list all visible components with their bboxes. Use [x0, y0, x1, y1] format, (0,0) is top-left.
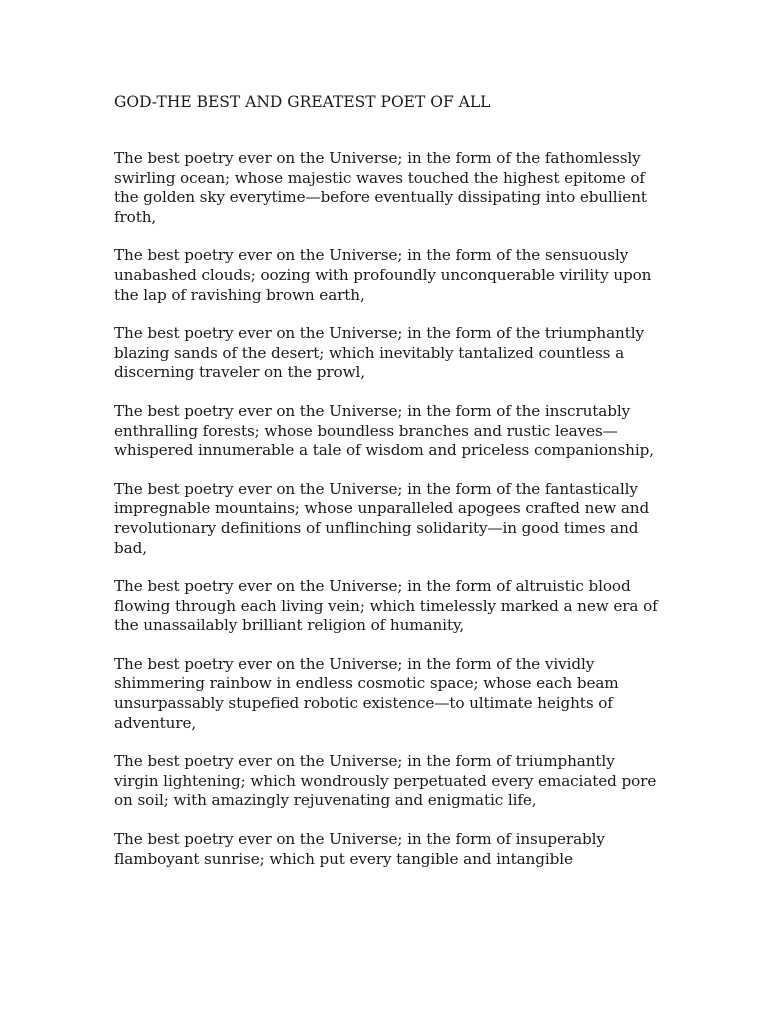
document-body	[114, 92, 659, 888]
stanza: The best poetry ever on the Universe; in the form of the triumphantly blazing sands of the desert; which inevitably tantalized countless a discerning traveler on the prowl,	[114, 324, 644, 382]
stanza: The best poetry ever on the Universe; in the form of altruistic blood flowing through each living vein; which timelessly marked a new era of the unassailably brilliant religion of humanity,	[114, 577, 658, 635]
stanza: The best poetry ever on the Universe; in the form of insuperably flamboyant sunrise; which put every tangible and intangible	[114, 830, 605, 868]
stanza: The best poetry ever on the Universe; in the form of the fathomlessly swirling ocean; whose majestic waves touched the highest epitome of the golden sky everytime—before eventually dissipating into ebullient froth,	[114, 149, 647, 226]
stanza: The best poetry ever on the Universe; in the form of the inscrutably enthralling forests; whose boundless branches and rustic leaves—whispered innumerable a tale of wisdom and priceless companionship,	[114, 401, 654, 460]
stanza: The best poetry ever on the Universe; in the form of triumphantly virgin lightening; which wondrously perpetuated every emaciated pore on soil; with amazingly rejuvenating and enigmatic life,	[114, 752, 657, 810]
stanza: The best poetry ever on the Universe; in the form of the sensuously unabashed clouds; oozing with profoundly unconquerable virility upon the lap of ravishing brown earth,	[114, 246, 652, 304]
poem-title: GOD-THE BEST AND GREATEST POET OF ALL	[114, 93, 491, 111]
stanza: The best poetry ever on the Universe; in the form of the fantastically impregnable mountains; whose unparalleled apogees crafted new and revolutionary definitions of unflinching solidarity—in good times and bad,	[114, 479, 650, 557]
stanza: The best poetry ever on the Universe; in the form of the vividly shimmering rainbow in endless cosmotic space; whose each beam unsurpassably stupefied robotic existence—to ultimate heights of adventure,	[114, 654, 619, 732]
